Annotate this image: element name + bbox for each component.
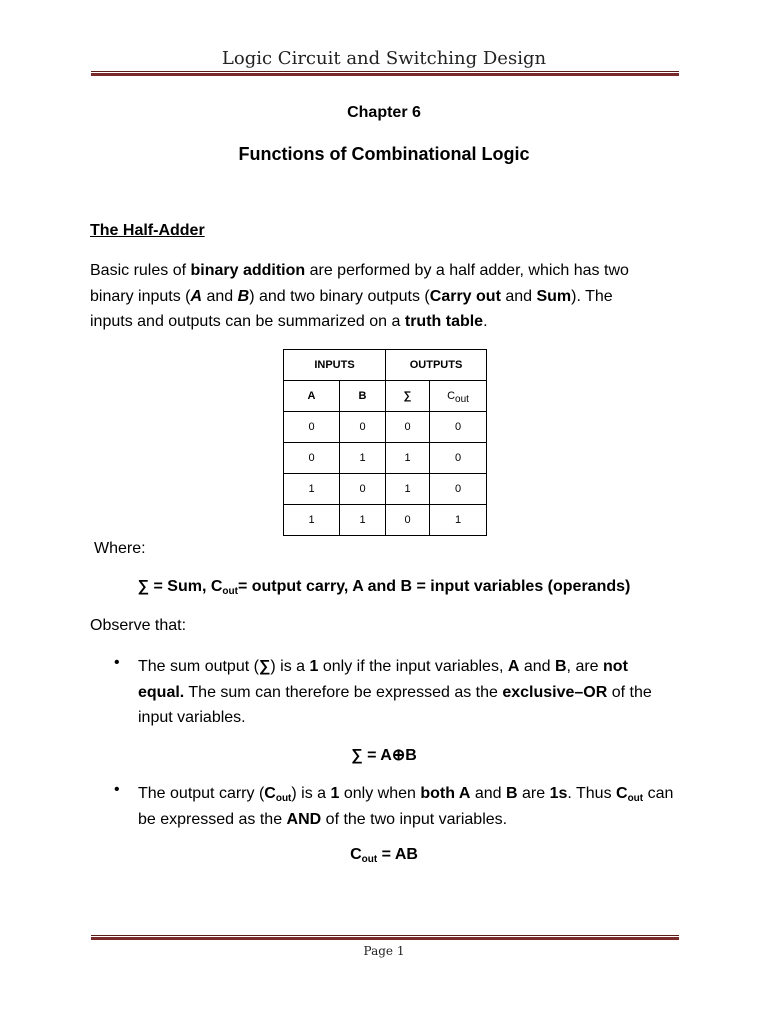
page-number: Page 1: [363, 944, 405, 958]
bullet-carry-output: The output carry $(C_{out})$ is a 1 only when both A and B are 1s. Thus $C_{out}$ can be expressed as the AND of the two input variables.: [138, 785, 674, 828]
column-header-b: B: [340, 381, 386, 412]
table-cell: 0: [284, 412, 340, 443]
bullet-dot-icon: •: [114, 781, 120, 798]
table-cell: 0: [284, 443, 340, 474]
table-cell: 1: [340, 443, 386, 474]
table-cell: 1: [284, 474, 340, 505]
table-row: [284, 443, 487, 474]
document-title: Functions of Combinational Logic: [238, 144, 530, 164]
column-header-sum: ∑: [386, 381, 430, 412]
table-row: [284, 412, 487, 443]
table-cell: 1: [284, 505, 340, 536]
table-cell: 1: [386, 443, 430, 474]
bullet-dot-icon: •: [114, 654, 120, 671]
chapter-label: Chapter 6: [347, 104, 421, 121]
page-header-title: Logic Circuit and Switching Design: [221, 48, 547, 69]
sum-equation: ∑ = A⊕B: [351, 747, 417, 764]
header-divider: [91, 71, 679, 76]
footer-divider: [91, 935, 679, 940]
where-label: Where:: [94, 540, 146, 557]
truth-table: [283, 349, 487, 536]
table-cell: 0: [340, 412, 386, 443]
carry-equation: $C_{out}$ = AB: [350, 846, 418, 865]
table-cell: 0: [340, 474, 386, 505]
observe-label: Observe that:: [90, 617, 187, 634]
bullet-sum-output: The sum output (∑) is a 1 only if the input variables, A and B, are not equal. The sum can therefore be expressed as the exclusive–OR of the input variables.: [138, 658, 652, 726]
inputs-header: INPUTS: [284, 350, 386, 381]
section-heading: The Half-Adder: [90, 222, 205, 239]
intro-paragraph: Basic rules of binary addition are performed by a half adder, which has two binary inputs (A and B) and two binary outputs (Carry out and Sum). The inputs and outputs can be summarized on a truth table.: [90, 262, 629, 330]
table-cell: 0: [430, 412, 487, 443]
table-row: [284, 505, 487, 536]
table-column-header-row: [284, 381, 487, 412]
table-cell: 1: [386, 474, 430, 505]
table-row: [284, 474, 487, 505]
table-cell: 0: [430, 474, 487, 505]
table-cell: 1: [340, 505, 386, 536]
column-header-a: A: [284, 381, 340, 412]
table-cell: 1: [430, 505, 487, 536]
column-header-cout: $C_{out}$: [430, 381, 487, 412]
outputs-header: OUTPUTS: [386, 350, 487, 381]
table-cell: 0: [430, 443, 487, 474]
table-cell: 0: [386, 412, 430, 443]
table-cell: 0: [386, 505, 430, 536]
table-group-header-row: [284, 350, 487, 381]
variable-legend: ∑ = Sum, $C_{out}=$ output carry, A and B = input variables (operands): [137, 578, 631, 597]
